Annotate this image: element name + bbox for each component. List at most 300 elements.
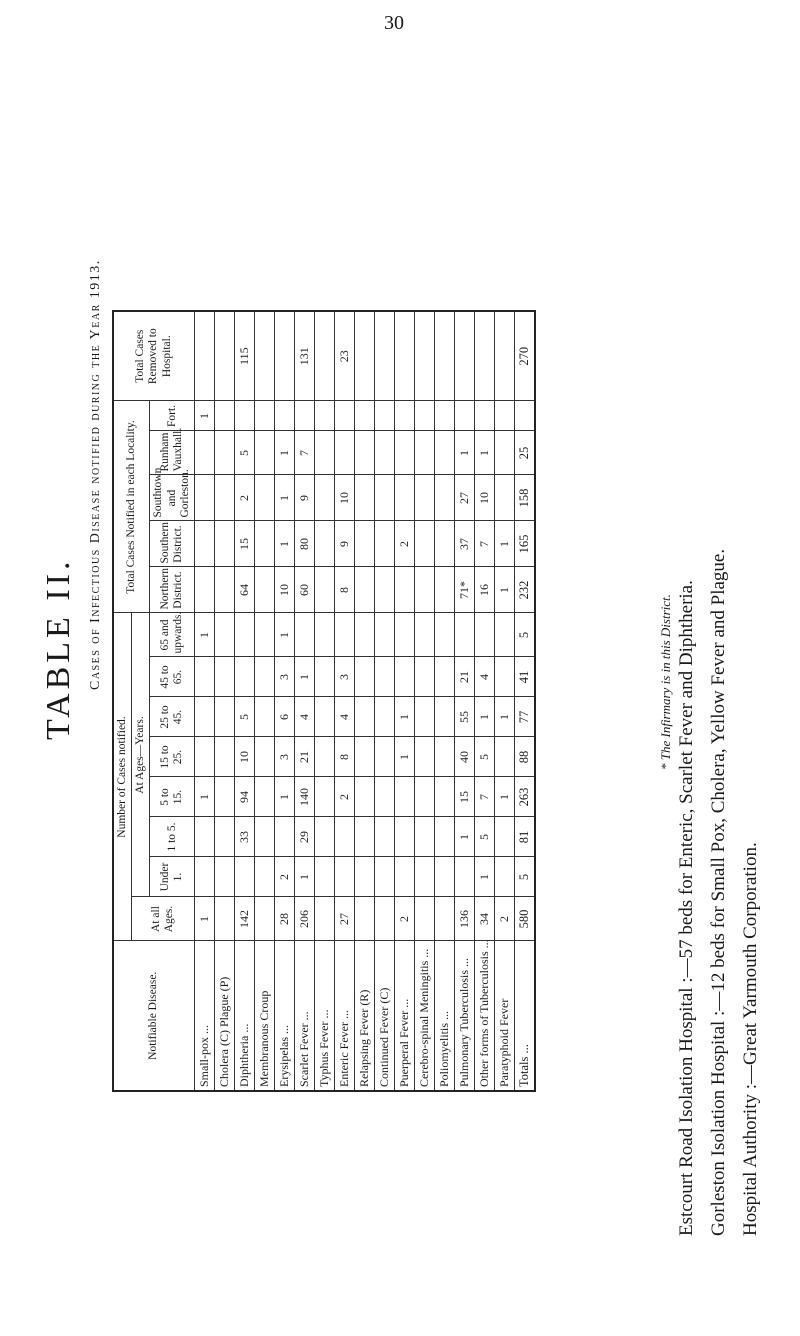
table-cell [195, 311, 215, 401]
table-cell [195, 817, 215, 857]
table-cell [255, 897, 275, 941]
table-row [435, 311, 455, 1091]
table-cell: 263 [515, 777, 536, 817]
table-cell [335, 431, 355, 475]
table-subtitle: Cases of Infectious Disease notified during the Year 1913. [88, 259, 103, 690]
table-cell: 206 [295, 897, 315, 941]
table-cell [495, 737, 515, 777]
table-cell: 2 [275, 857, 295, 897]
disease-name: Typhus Fever ... [315, 941, 335, 1091]
table-cell [475, 311, 495, 401]
table-cell: 28 [275, 897, 295, 941]
disease-name: Membranous Croup [255, 941, 275, 1091]
table-cell [315, 521, 335, 567]
table-cell: 1 [475, 697, 495, 737]
table-cell: 77 [515, 697, 536, 737]
disease-name: Small-pox ... [195, 941, 215, 1091]
table-cell: 15 [455, 777, 475, 817]
table-row [475, 311, 495, 1091]
table-cell [495, 401, 515, 431]
table-cell [315, 431, 335, 475]
table-cell: 64 [235, 567, 255, 613]
table-cell [255, 567, 275, 613]
table-cell: 270 [515, 311, 536, 401]
disease-name: Paratyphoid Fever [495, 941, 515, 1091]
table-cell: 1 [195, 897, 215, 941]
table-cell [375, 613, 395, 657]
table-cell [415, 567, 435, 613]
disease-name: Relapsing Fever (R) [355, 941, 375, 1091]
header-age-3: 15 to 25. [150, 737, 195, 777]
table-cell [195, 657, 215, 697]
table-cell [435, 857, 455, 897]
table-cell [355, 777, 375, 817]
header-age-2: 5 to 15. [150, 777, 195, 817]
table-cell [415, 857, 435, 897]
table-row [495, 311, 515, 1091]
table-cell [335, 817, 355, 857]
table-cell: 1 [495, 697, 515, 737]
disease-name: Enteric Fever ... [335, 941, 355, 1091]
table-cell [255, 817, 275, 857]
table-cell: 71* [455, 567, 475, 613]
table-cell: 81 [515, 817, 536, 857]
table-cell [215, 401, 235, 431]
table-cell: 10 [275, 567, 295, 613]
table-cell: 2 [395, 897, 415, 941]
table-cell [375, 311, 395, 401]
table-cell: 1 [195, 777, 215, 817]
table-cell: 8 [335, 567, 355, 613]
table-cell [375, 567, 395, 613]
table-cell: 37 [455, 521, 475, 567]
table-cell [235, 657, 255, 697]
table-cell [255, 737, 275, 777]
table-cell: 27 [335, 897, 355, 941]
table-cell [475, 401, 495, 431]
disease-name: Totals ... [515, 941, 536, 1091]
header-locality-2: Southtown and Gorleston. [150, 475, 195, 521]
table-cell [435, 613, 455, 657]
table-row [375, 311, 395, 1091]
table-cell [455, 311, 475, 401]
table-cell [215, 777, 235, 817]
table-cell [395, 777, 415, 817]
table-cell [455, 401, 475, 431]
table-cell: 34 [475, 897, 495, 941]
table-cell: 7 [475, 521, 495, 567]
table-cell [295, 613, 315, 657]
table-cell: 1 [455, 817, 475, 857]
table-cell [315, 777, 335, 817]
table-cell [315, 613, 335, 657]
table-title: TABLE II. [40, 557, 77, 740]
header-number-notified: Number of Cases notified. [113, 613, 132, 941]
table-row [235, 311, 255, 1091]
table-cell [375, 697, 395, 737]
table-cell: 5 [235, 431, 255, 475]
table-row [515, 311, 536, 1091]
table-cell [435, 311, 455, 401]
table-cell [375, 475, 395, 521]
table-cell: 7 [295, 431, 315, 475]
table-cell [215, 613, 235, 657]
table-cell: 2 [335, 777, 355, 817]
table-cell: 1 [275, 431, 295, 475]
table-cell [495, 657, 515, 697]
table-row [355, 311, 375, 1091]
disease-name: Continued Fever (C) [375, 941, 395, 1091]
table-cell [195, 431, 215, 475]
table-cell: 142 [235, 897, 255, 941]
table-cell [355, 697, 375, 737]
table-cell [495, 311, 515, 401]
table-cell: 6 [275, 697, 295, 737]
table-cell [435, 521, 455, 567]
table-cell: 5 [475, 737, 495, 777]
note-estcourt: Estcourt Road Isolation Hospital :—57 beds for Enteric, Scarlet Fever and Diphtheria. [676, 580, 697, 1236]
table-cell [255, 613, 275, 657]
table-cell: 5 [475, 817, 495, 857]
table-cell: 4 [335, 697, 355, 737]
table-cell [435, 475, 455, 521]
table-cell [215, 817, 235, 857]
table-cell [315, 311, 335, 401]
table-cell: 165 [515, 521, 536, 567]
table-cell: 40 [455, 737, 475, 777]
table-cell [495, 817, 515, 857]
table-cell: 1 [195, 613, 215, 657]
table-cell [415, 777, 435, 817]
table-cell [255, 657, 275, 697]
table-cell: 1 [395, 697, 415, 737]
table-cell: 9 [335, 521, 355, 567]
table-cell: 29 [295, 817, 315, 857]
header-removed: Total Cases Removed to Hospital. [113, 311, 195, 401]
table-cell [495, 613, 515, 657]
table-cell [355, 737, 375, 777]
table-cell: 1 [475, 431, 495, 475]
table-cell [215, 857, 235, 897]
table-cell [375, 737, 395, 777]
notes-block [650, 0, 800, 1336]
table-cell [395, 857, 415, 897]
table-row [335, 311, 355, 1091]
table-cell [415, 521, 435, 567]
table-cell [215, 475, 235, 521]
table-cell [215, 697, 235, 737]
header-age-0: Under 1. [150, 857, 195, 897]
table-cell [375, 401, 395, 431]
table-cell: 5 [515, 613, 536, 657]
table-cell [315, 857, 335, 897]
table-cell [435, 697, 455, 737]
table-cell [395, 431, 415, 475]
table-cell [255, 857, 275, 897]
table-cell [215, 657, 235, 697]
header-localities: Total Cases Notified in each Locality. [113, 401, 150, 613]
disease-table-container [112, 312, 536, 1092]
header-locality-4: Fort. [150, 401, 195, 431]
table-cell: 33 [235, 817, 255, 857]
table-cell: 1 [295, 857, 315, 897]
table-cell: 1 [275, 521, 295, 567]
table-cell: 1 [195, 401, 215, 431]
table-cell [375, 657, 395, 697]
table-cell [435, 737, 455, 777]
disease-name: Scarlet Fever ... [295, 941, 315, 1091]
disease-table [112, 310, 536, 1092]
table-cell [315, 401, 335, 431]
table-cell: 140 [295, 777, 315, 817]
table-body [195, 311, 536, 1091]
table-cell: 5 [515, 857, 536, 897]
table-cell [315, 657, 335, 697]
table-cell: 4 [475, 657, 495, 697]
table-cell [315, 697, 335, 737]
table-cell [215, 431, 235, 475]
table-cell: 158 [515, 475, 536, 521]
table-cell: 10 [475, 475, 495, 521]
table-cell [435, 817, 455, 857]
table-cell [235, 613, 255, 657]
header-age-4: 25 to 45. [150, 697, 195, 737]
table-cell [415, 475, 435, 521]
table-cell [355, 567, 375, 613]
table-cell: 1 [475, 857, 495, 897]
table-cell [335, 613, 355, 657]
table-cell [355, 475, 375, 521]
table-cell [335, 857, 355, 897]
table-cell [495, 475, 515, 521]
table-cell: 1 [455, 431, 475, 475]
table-cell [315, 737, 335, 777]
table-cell [435, 567, 455, 613]
table-cell [455, 613, 475, 657]
table-cell: 1 [495, 777, 515, 817]
table-cell [395, 567, 415, 613]
table-cell [375, 521, 395, 567]
table-cell [235, 401, 255, 431]
table-cell: 80 [295, 521, 315, 567]
table-cell [255, 475, 275, 521]
table-cell [275, 401, 295, 431]
table-cell [375, 857, 395, 897]
table-cell [255, 401, 275, 431]
table-cell [215, 311, 235, 401]
table-cell [455, 857, 475, 897]
table-cell [195, 475, 215, 521]
table-row [275, 311, 295, 1091]
table-row [295, 311, 315, 1091]
disease-name: Puerperal Fever ... [395, 941, 415, 1091]
table-cell: 3 [275, 737, 295, 777]
table-cell: 1 [275, 777, 295, 817]
table-cell: 5 [235, 697, 255, 737]
table-cell [275, 311, 295, 401]
table-cell: 115 [235, 311, 255, 401]
table-cell [335, 401, 355, 431]
table-cell: 1 [395, 737, 415, 777]
table-cell [495, 857, 515, 897]
table-cell: 131 [295, 311, 315, 401]
table-cell: 23 [335, 311, 355, 401]
table-cell [435, 777, 455, 817]
table-cell [195, 567, 215, 613]
table-cell [355, 613, 375, 657]
table-cell: 4 [295, 697, 315, 737]
header-age-5: 45 to 65. [150, 657, 195, 697]
table-cell [395, 613, 415, 657]
table-cell [255, 697, 275, 737]
table-cell [415, 697, 435, 737]
table-cell [415, 737, 435, 777]
table-row [255, 311, 275, 1091]
table-cell [215, 897, 235, 941]
table-cell [375, 817, 395, 857]
table-cell: 21 [455, 657, 475, 697]
table-cell [215, 521, 235, 567]
table-cell: 3 [275, 657, 295, 697]
table-cell [395, 657, 415, 697]
table-row [415, 311, 435, 1091]
table-cell: 2 [235, 475, 255, 521]
table-cell [355, 431, 375, 475]
table-cell [255, 311, 275, 401]
table-cell: 10 [335, 475, 355, 521]
table-cell [435, 657, 455, 697]
header-all-ages: At all Ages. [132, 897, 195, 941]
table-cell [215, 567, 235, 613]
table-cell [495, 431, 515, 475]
table-cell [415, 897, 435, 941]
table-cell [395, 475, 415, 521]
table-cell: 9 [295, 475, 315, 521]
table-cell [355, 311, 375, 401]
table-cell [435, 401, 455, 431]
table-row [455, 311, 475, 1091]
table-cell [375, 777, 395, 817]
table-cell [215, 737, 235, 777]
table-cell [195, 521, 215, 567]
table-cell: 232 [515, 567, 536, 613]
table-cell [315, 475, 335, 521]
table-cell [395, 401, 415, 431]
table-cell [355, 857, 375, 897]
table-cell: 136 [455, 897, 475, 941]
table-cell [275, 817, 295, 857]
table-cell: 2 [495, 897, 515, 941]
table-cell [195, 737, 215, 777]
table-cell: 25 [515, 431, 536, 475]
disease-name: Poliomyelitis ... [435, 941, 455, 1091]
table-cell: 8 [335, 737, 355, 777]
table-cell: 1 [275, 475, 295, 521]
table-cell [355, 817, 375, 857]
header-locality-1: Southern District. [150, 521, 195, 567]
table-cell [515, 401, 536, 431]
header-disease: Notifiable Disease. [113, 941, 195, 1091]
disease-name: Erysipelas ... [275, 941, 295, 1091]
table-cell [435, 431, 455, 475]
header-age-1: 1 to 5. [150, 817, 195, 857]
table-cell: 1 [495, 567, 515, 613]
disease-name: Other forms of Tuberculosis ... [475, 941, 495, 1091]
table-cell: 7 [475, 777, 495, 817]
table-cell [415, 311, 435, 401]
table-cell [235, 857, 255, 897]
header-locality-3: Runham Vauxhall. [150, 431, 195, 475]
disease-name: Pulmonary Tuberculosis ... [455, 941, 475, 1091]
table-cell [475, 613, 495, 657]
table-cell [295, 401, 315, 431]
header-age-6: 65 and upwards. [150, 613, 195, 657]
table-cell [415, 401, 435, 431]
table-cell: 1 [295, 657, 315, 697]
table-cell [315, 567, 335, 613]
table-cell: 3 [335, 657, 355, 697]
note-gorleston: Gorleston Isolation Hospital :—12 beds for Small Pox, Cholera, Yellow Fever and Plague. [708, 548, 729, 1236]
table-cell [375, 431, 395, 475]
table-cell [315, 897, 335, 941]
header-at-ages: At Ages—Years. [132, 613, 150, 897]
table-cell: 1 [275, 613, 295, 657]
table-cell [395, 817, 415, 857]
page-number: 30 [384, 12, 404, 34]
table-cell: 60 [295, 567, 315, 613]
disease-name: Cerebro-spinal Meningitis ... [415, 941, 435, 1091]
table-cell [355, 401, 375, 431]
table-cell [355, 897, 375, 941]
table-cell: 10 [235, 737, 255, 777]
table-cell [255, 777, 275, 817]
table-cell [415, 817, 435, 857]
table-cell: 41 [515, 657, 536, 697]
table-cell: 21 [295, 737, 315, 777]
table-row [215, 311, 235, 1091]
table-cell [195, 857, 215, 897]
table-cell [355, 521, 375, 567]
table-cell [415, 613, 435, 657]
table-cell [415, 431, 435, 475]
table-cell [315, 817, 335, 857]
table-row [395, 311, 415, 1091]
table-cell: 15 [235, 521, 255, 567]
note-authority: Hospital Authority :—Great Yarmouth Corporation. [740, 842, 761, 1236]
footnote: * The Infirmary is in this District. [658, 594, 673, 770]
table-cell [435, 897, 455, 941]
table-cell: 580 [515, 897, 536, 941]
table-cell [375, 897, 395, 941]
table-cell: 94 [235, 777, 255, 817]
header-locality-0: Northern District. [150, 567, 195, 613]
table-cell [195, 697, 215, 737]
table-cell: 88 [515, 737, 536, 777]
table-cell: 27 [455, 475, 475, 521]
table-cell [255, 431, 275, 475]
table-cell [255, 521, 275, 567]
table-cell: 2 [395, 521, 415, 567]
table-row [315, 311, 335, 1091]
table-row [195, 311, 215, 1091]
disease-name: Diphtheria ... [235, 941, 255, 1091]
table-cell: 1 [495, 521, 515, 567]
table-cell [395, 311, 415, 401]
table-cell [355, 657, 375, 697]
table-cell: 55 [455, 697, 475, 737]
table-cell [415, 657, 435, 697]
disease-name: Cholera (C) Plague (P) [215, 941, 235, 1091]
